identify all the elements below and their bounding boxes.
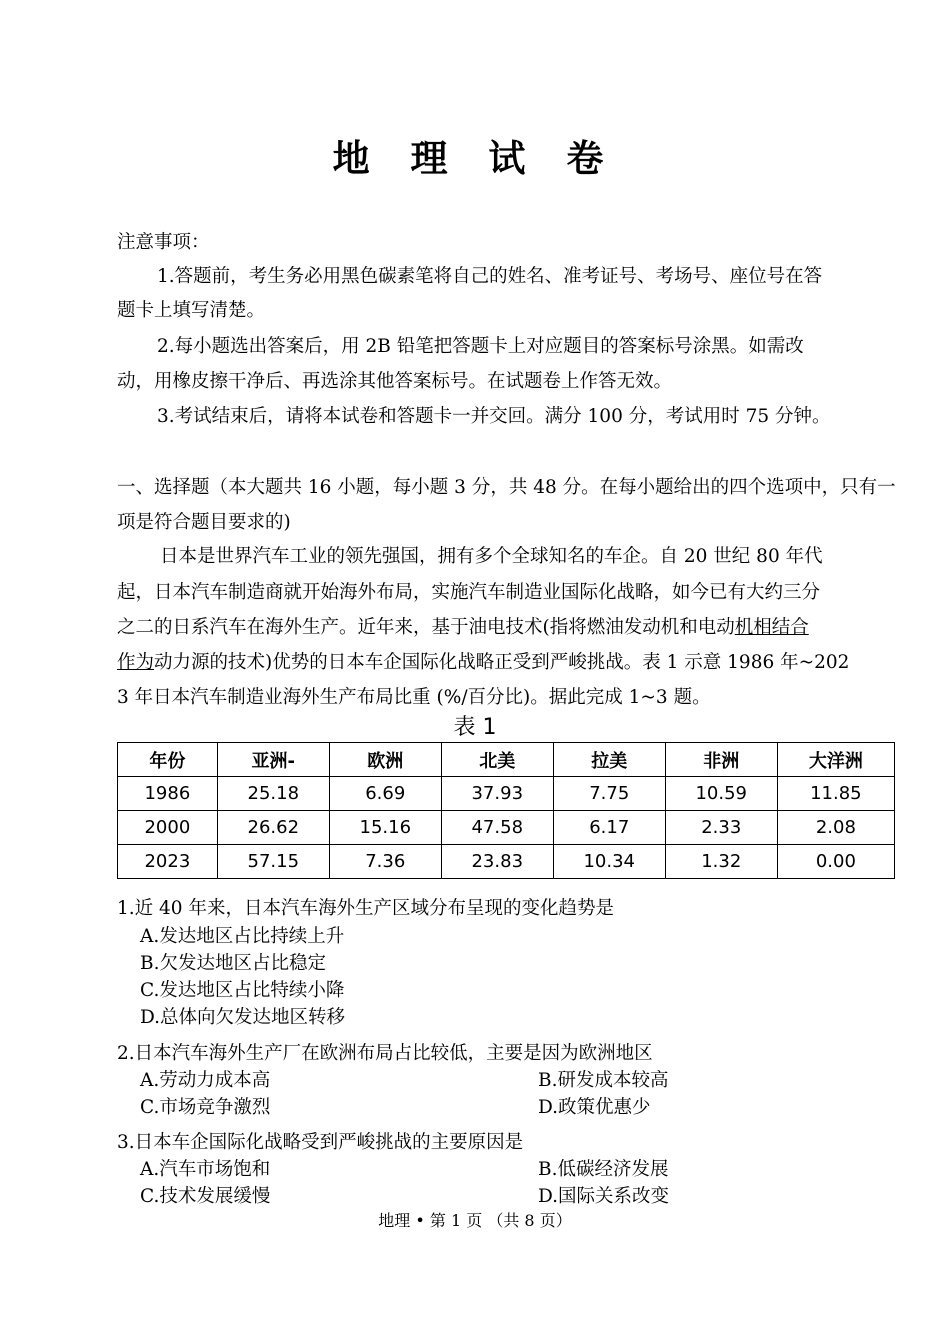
- table-header-north-america: 北美: [441, 743, 553, 777]
- question-3-option-d: D.国际关系改变: [538, 1186, 670, 1207]
- table-cell: 1986: [118, 777, 218, 811]
- notes-item-1-line-2: 题卡上填写清楚。: [117, 300, 266, 321]
- question-3-option-b: B.低碳经济发展: [538, 1159, 669, 1180]
- question-1-option-a: A.发达地区占比持续上升: [140, 926, 345, 947]
- passage-line-1: 日本是世界汽车工业的领先强国，拥有多个全球知名的车企。自 20 世纪 80 年代: [160, 546, 823, 567]
- notes-item-2-line-1: 2.每小题选出答案后，用 2B 铅笔把答题卡上对应题目的答案标号涂黑。如需改: [157, 336, 804, 357]
- passage-line-5: 3 年日本汽车制造业海外生产布局比重 (%/百分比)。据此完成 1~3 题。: [117, 687, 711, 708]
- question-1-option-b: B.欠发达地区占比稳定: [140, 953, 326, 974]
- table-cell: 47.58: [441, 811, 553, 845]
- passage-line-4: [117, 648, 849, 674]
- question-2-option-b: B.研发成本较高: [538, 1070, 669, 1091]
- table-header-row: [118, 743, 895, 777]
- table-cell: 6.17: [553, 811, 665, 845]
- question-1-option-c: C.发达地区占比特续小降: [140, 980, 345, 1001]
- table-header-oceania: 大洋洲: [777, 743, 894, 777]
- table-header-year: 年份: [118, 743, 218, 777]
- notes-heading: 注意事项：: [117, 232, 210, 253]
- section-heading-line-2: 项是符合题目要求的): [117, 512, 291, 533]
- question-3-option-a: A.汽车市场饱和: [140, 1159, 271, 1180]
- table-cell: 2000: [118, 811, 218, 845]
- section-heading-line-1: 一、选择题（本大题共 16 小题，每小题 3 分，共 48 分。在每小题给出的四个选项中，只有一: [117, 477, 896, 498]
- question-3-option-c: C.技术发展缓慢: [140, 1186, 271, 1207]
- notes-item-1-line-1: 1.答题前，考生务必用黑色碳素笔将自己的姓名、准考证号、考场号、座位号在答: [157, 266, 823, 287]
- table-cell: 25.18: [217, 777, 329, 811]
- table-cell: 2.33: [665, 811, 777, 845]
- question-2-option-d: D.政策优惠少: [538, 1097, 651, 1118]
- table-header-latin-america: 拉美: [553, 743, 665, 777]
- notes-item-2-line-2: 动，用橡皮擦干净后、再选涂其他答案标号。在试题卷上作答无效。: [117, 371, 673, 392]
- table-cell: 23.83: [441, 845, 553, 879]
- passage-line-2: 起，日本汽车制造商就开始海外布局，实施汽车制造业国际化战略，如今已有大约三分: [117, 582, 821, 603]
- page-footer: 地理 • 第 1 页 （共 8 页）: [378, 1211, 572, 1230]
- table-cell: 2023: [118, 845, 218, 879]
- passage-line-3: [117, 613, 809, 639]
- data-table: [117, 742, 895, 879]
- question-2-stem: 2.日本汽车海外生产厂在欧洲布局占比较低，主要是因为欧洲地区: [117, 1043, 653, 1064]
- table-cell: 6.69: [329, 777, 441, 811]
- table-header-europe: 欧洲: [329, 743, 441, 777]
- question-2-option-a: A.劳动力成本高: [140, 1070, 271, 1091]
- passage-line-3-text: 之二的日系汽车在海外生产。近年来，基于油电技术(指将燃油发动机和电动: [117, 617, 735, 638]
- passage-line-4-text: 动力源的技术)优势的日本车企国际化战略正受到严峻挑战。表 1 示意 1986 年~202: [154, 652, 850, 673]
- question-1-stem: 1.近 40 年来，日本汽车海外生产区域分布呈现的变化趋势是: [117, 898, 614, 919]
- question-2-option-c: C.市场竞争激烈: [140, 1097, 271, 1118]
- passage-line-4-underlined: 作为: [117, 652, 155, 673]
- table-cell: 37.93: [441, 777, 553, 811]
- question-1-option-d: D.总体向欠发达地区转移: [140, 1007, 346, 1028]
- page-title: 地 理 试 卷: [332, 136, 618, 180]
- table-cell: 1.32: [665, 845, 777, 879]
- table-row: [118, 845, 895, 879]
- table-cell: 57.15: [217, 845, 329, 879]
- table-cell: 15.16: [329, 811, 441, 845]
- table-row: [118, 811, 895, 845]
- table-header-asia: 亚洲-: [217, 743, 329, 777]
- table-cell: 0.00: [777, 845, 894, 879]
- table-header-africa: 非洲: [665, 743, 777, 777]
- table-cell: 10.59: [665, 777, 777, 811]
- table-cell: 7.75: [553, 777, 665, 811]
- table-cell: 11.85: [777, 777, 894, 811]
- table-caption: 表 1: [453, 715, 497, 740]
- table-cell: 26.62: [217, 811, 329, 845]
- question-3-stem: 3.日本车企国际化战略受到严峻挑战的主要原因是: [117, 1132, 524, 1153]
- table-row: [118, 777, 895, 811]
- notes-item-3: 3.考试结束后，请将本试卷和答题卡一并交回。满分 100 分，考试用时 75 分钟。: [157, 406, 831, 427]
- table-cell: 2.08: [777, 811, 894, 845]
- table-cell: 10.34: [553, 845, 665, 879]
- passage-line-3-underlined: 机相结合: [734, 617, 809, 638]
- table-cell: 7.36: [329, 845, 441, 879]
